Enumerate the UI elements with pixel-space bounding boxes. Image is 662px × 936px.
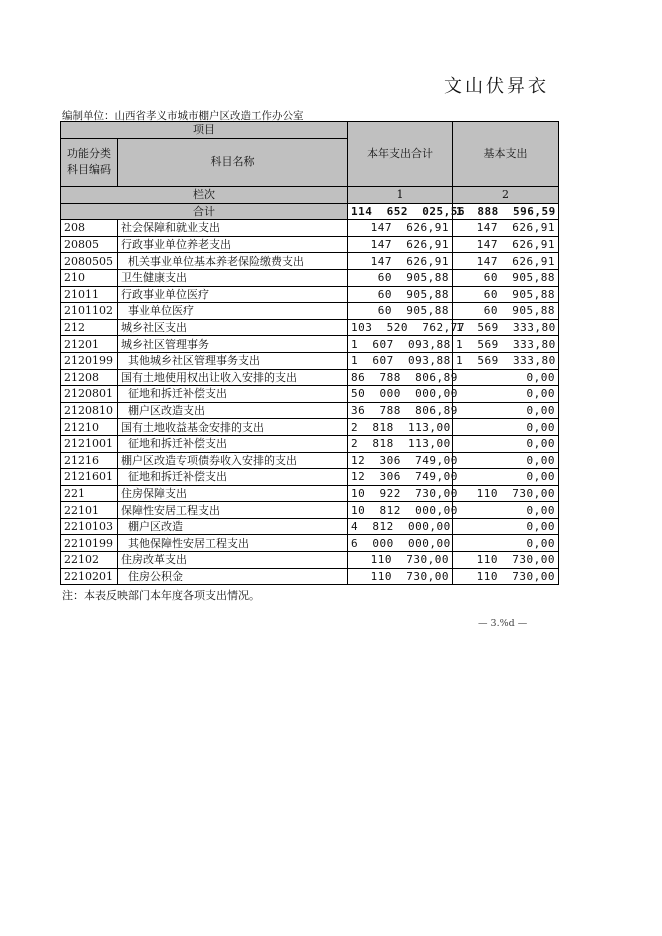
document-title — [430, 68, 662, 96]
row-name: 卫生健康支出 — [118, 269, 348, 286]
row-name: 保障性安居工程支出 — [118, 502, 348, 519]
row-code: 2121001 — [61, 435, 118, 452]
row-basic: 0,00 — [453, 518, 559, 535]
table-row — [61, 386, 559, 403]
column-index-row — [61, 187, 559, 204]
table-row — [61, 236, 559, 253]
total-basic: 1 888 596,59 — [453, 203, 559, 220]
row-name: 征地和拆迁补偿支出 — [118, 469, 348, 486]
row-total: 86 788 806,89 — [348, 369, 453, 386]
row-code: 22101 — [61, 502, 118, 519]
header-name: 科目名称 — [118, 138, 348, 186]
row-basic: 0,00 — [453, 452, 559, 469]
table-row — [61, 220, 559, 237]
row-basic: 147 626,91 — [453, 253, 559, 270]
table-row — [61, 336, 559, 353]
row-total: 1 607 093,88 — [348, 336, 453, 353]
row-code: 2120801 — [61, 386, 118, 403]
row-total: 147 626,91 — [348, 253, 453, 270]
row-basic: 1 569 333,80 — [453, 336, 559, 353]
row-total: 10 922 730,00 — [348, 485, 453, 502]
row-code: 20805 — [61, 236, 118, 253]
row-total: 10 812 000,00 — [348, 502, 453, 519]
column-index-1: 1 — [348, 187, 453, 204]
row-total: 1 607 093,88 — [348, 352, 453, 369]
row-code: 2120810 — [61, 402, 118, 419]
row-code: 21201 — [61, 336, 118, 353]
header-total-expenditure: 本年支出合计 — [348, 122, 453, 187]
row-code: 208 — [61, 220, 118, 237]
table-row — [61, 303, 559, 320]
column-index-2: 2 — [453, 187, 559, 204]
row-total: 147 626,91 — [348, 236, 453, 253]
row-code: 2210199 — [61, 535, 118, 552]
row-basic: 0,00 — [453, 402, 559, 419]
row-code: 212 — [61, 319, 118, 336]
row-name: 行政事业单位医疗 — [118, 286, 348, 303]
table-row — [61, 485, 559, 502]
row-basic: 110 730,00 — [453, 552, 559, 569]
row-total: 147 626,91 — [348, 220, 453, 237]
row-total: 60 905,88 — [348, 269, 453, 286]
table-row — [61, 452, 559, 469]
table-row — [61, 568, 559, 585]
row-total: 6 000 000,00 — [348, 535, 453, 552]
header-row-1 — [61, 122, 559, 139]
row-code: 22102 — [61, 552, 118, 569]
row-name: 国有土地收益基金安排的支出 — [118, 419, 348, 436]
row-basic: 60 905,88 — [453, 286, 559, 303]
table-row — [61, 369, 559, 386]
row-basic: 147 626,91 — [453, 236, 559, 253]
row-basic: 60 905,88 — [453, 303, 559, 320]
row-total: 50 000 000,00 — [348, 386, 453, 403]
table-row — [61, 518, 559, 535]
header-code: 功能分类科目编码 — [61, 138, 118, 186]
table-row — [61, 402, 559, 419]
row-total: 2 818 113,00 — [348, 435, 453, 452]
row-basic: 147 626,91 — [453, 220, 559, 237]
row-name: 住房保障支出 — [118, 485, 348, 502]
row-code: 2210103 — [61, 518, 118, 535]
row-code: 2101102 — [61, 303, 118, 320]
table-row — [61, 502, 559, 519]
row-code: 221 — [61, 485, 118, 502]
table-row — [61, 419, 559, 436]
compiling-unit: 编制单位：山西省孝义市城市棚户区改造工作办公室 — [62, 110, 304, 122]
row-total: 2 818 113,00 — [348, 419, 453, 436]
table-row — [61, 435, 559, 452]
table-row — [61, 352, 559, 369]
row-name: 行政事业单位养老支出 — [118, 236, 348, 253]
row-total: 110 730,00 — [348, 568, 453, 585]
row-code: 2120199 — [61, 352, 118, 369]
row-name: 机关事业单位基本养老保险缴费支出 — [118, 253, 348, 270]
row-name: 其他城乡社区管理事务支出 — [118, 352, 348, 369]
header-project: 项目 — [61, 122, 348, 139]
row-basic: 0,00 — [453, 435, 559, 452]
column-index-label: 栏次 — [61, 187, 348, 204]
row-code: 21210 — [61, 419, 118, 436]
row-basic: 0,00 — [453, 369, 559, 386]
page-indicator: — 3.%d — — [478, 618, 528, 629]
header-basic-expenditure: 基本支出 — [453, 122, 559, 187]
row-total: 103 520 762,77 — [348, 319, 453, 336]
row-name: 棚户区改造 — [118, 518, 348, 535]
row-total: 60 905,88 — [348, 303, 453, 320]
row-code: 2121601 — [61, 469, 118, 486]
row-name: 城乡社区支出 — [118, 319, 348, 336]
table-row — [61, 469, 559, 486]
table-row — [61, 552, 559, 569]
row-code: 21208 — [61, 369, 118, 386]
row-basic: 0,00 — [453, 502, 559, 519]
row-basic: 1 569 333,80 — [453, 319, 559, 336]
row-name: 其他保障性安居工程支出 — [118, 535, 348, 552]
row-basic: 0,00 — [453, 419, 559, 436]
row-basic: 1 569 333,80 — [453, 352, 559, 369]
row-name: 住房改革支出 — [118, 552, 348, 569]
row-name: 社会保障和就业支出 — [118, 220, 348, 237]
table-row — [61, 319, 559, 336]
table-row — [61, 535, 559, 552]
total-row — [61, 203, 559, 220]
table-row — [61, 286, 559, 303]
row-code: 2210201 — [61, 568, 118, 585]
footnote: 注：本表反映部门本年度各项支出情况。 — [62, 589, 260, 602]
row-total: 12 306 749,00 — [348, 452, 453, 469]
row-name: 征地和拆迁补偿支出 — [118, 386, 348, 403]
expenditure-table — [60, 121, 559, 585]
row-code: 21011 — [61, 286, 118, 303]
row-name: 事业单位医疗 — [118, 303, 348, 320]
row-basic: 60 905,88 — [453, 269, 559, 286]
row-code: 210 — [61, 269, 118, 286]
row-name: 征地和拆迁补偿支出 — [118, 435, 348, 452]
row-basic: 0,00 — [453, 386, 559, 403]
row-code: 2080505 — [61, 253, 118, 270]
row-basic: 0,00 — [453, 535, 559, 552]
row-basic: 0,00 — [453, 469, 559, 486]
table-row — [61, 253, 559, 270]
row-total: 4 812 000,00 — [348, 518, 453, 535]
document-title-text: 文山伏昇衣 — [444, 76, 549, 97]
total-label: 合计 — [61, 203, 348, 220]
row-code: 21216 — [61, 452, 118, 469]
row-basic: 110 730,00 — [453, 485, 559, 502]
row-basic: 110 730,00 — [453, 568, 559, 585]
row-name: 棚户区改造支出 — [118, 402, 348, 419]
row-name: 住房公积金 — [118, 568, 348, 585]
row-total: 36 788 806,89 — [348, 402, 453, 419]
table-row — [61, 269, 559, 286]
row-total: 60 905,88 — [348, 286, 453, 303]
row-name: 城乡社区管理事务 — [118, 336, 348, 353]
row-name: 棚户区改造专项债券收入安排的支出 — [118, 452, 348, 469]
row-total: 110 730,00 — [348, 552, 453, 569]
row-total: 12 306 749,00 — [348, 469, 453, 486]
row-name: 国有土地使用权出让收入安排的支出 — [118, 369, 348, 386]
total-amount: 114 652 025,56 — [348, 203, 453, 220]
